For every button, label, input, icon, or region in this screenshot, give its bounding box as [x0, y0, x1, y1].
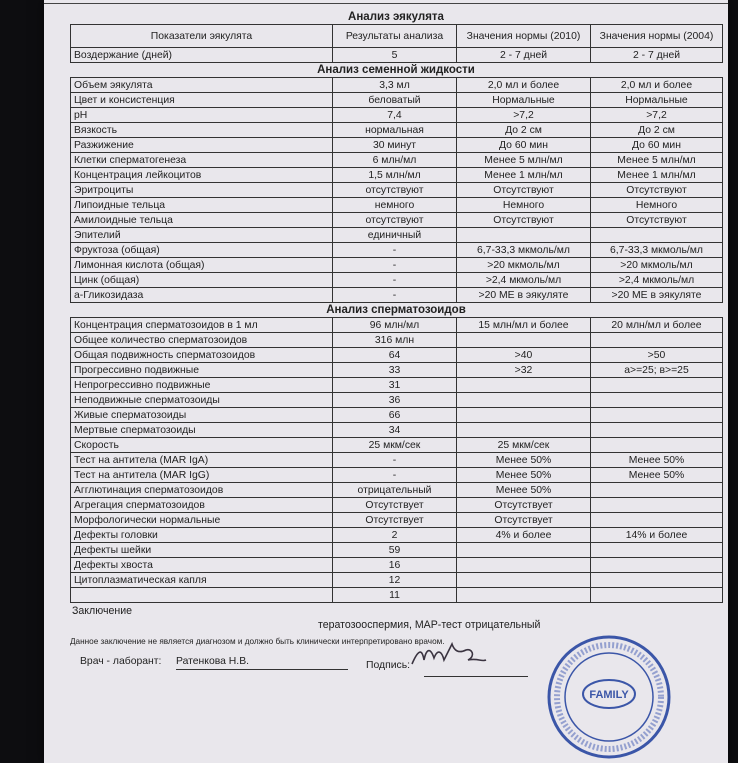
table-header-row [71, 25, 723, 48]
row-norm-2004 [591, 378, 723, 393]
row-norm-2004: 2 - 7 дней [591, 48, 723, 63]
header-result: Результаты анализа [333, 25, 457, 48]
row-norm-2010 [457, 573, 591, 588]
row-result: 16 [333, 558, 457, 573]
row-result: 96 млн/мл [333, 318, 457, 333]
row-parameter: Вязкость [71, 123, 333, 138]
row-norm-2004: Нормальные [591, 93, 723, 108]
row-parameter: Общая подвижность сперматозоидов [71, 348, 333, 363]
handwritten-signature-icon [408, 640, 488, 670]
row-parameter: Неподвижные сперматозоиды [71, 393, 333, 408]
row-result: отрицательный [333, 483, 457, 498]
row-result: нормальная [333, 123, 457, 138]
row-parameter: Живые сперматозоиды [71, 408, 333, 423]
row-norm-2010 [457, 228, 591, 243]
row-norm-2010: До 60 мин [457, 138, 591, 153]
row-result: 66 [333, 408, 457, 423]
table-row [71, 138, 723, 153]
table-row [71, 168, 723, 183]
row-result: 12 [333, 573, 457, 588]
row-result: 36 [333, 393, 457, 408]
header-norm-2004: Значения нормы (2004) [591, 25, 723, 48]
conclusion [70, 605, 722, 633]
row-result: 11 [333, 588, 457, 603]
row-result: 5 [333, 48, 457, 63]
row-result: - [333, 258, 457, 273]
row-norm-2004: >20 МЕ в эякуляте [591, 288, 723, 303]
row-norm-2004: >7,2 [591, 108, 723, 123]
row-norm-2010: Отсутствуют [457, 183, 591, 198]
row-norm-2004 [591, 498, 723, 513]
row-norm-2004: 2,0 мл и более [591, 78, 723, 93]
row-result: отсутствуют [333, 213, 457, 228]
row-parameter: Концентрация сперматозоидов в 1 мл [71, 318, 333, 333]
row-norm-2004: Отсутствуют [591, 213, 723, 228]
row-norm-2004: Менее 1 млн/мл [591, 168, 723, 183]
table-row [71, 93, 723, 108]
sperm-section-title: Анализ сперматозоидов [326, 304, 466, 316]
table-row [71, 258, 723, 273]
row-norm-2004: До 60 мин [591, 138, 723, 153]
table-row [71, 453, 723, 468]
table-row [71, 393, 723, 408]
row-parameter: Мертвые сперматозоиды [71, 423, 333, 438]
row-parameter: Объем эякулята [71, 78, 333, 93]
row-result: 1,5 млн/мл [333, 168, 457, 183]
row-norm-2010: 4% и более [457, 528, 591, 543]
row-result: беловатый [333, 93, 457, 108]
row-result: - [333, 243, 457, 258]
row-norm-2004: До 2 см [591, 123, 723, 138]
table-row [71, 48, 723, 63]
row-norm-2010 [457, 588, 591, 603]
row-norm-2010: Менее 50% [457, 453, 591, 468]
table-row [71, 528, 723, 543]
row-norm-2010: Менее 1 млн/мл [457, 168, 591, 183]
row-parameter: Разжижение [71, 138, 333, 153]
doctor-label: Врач - лаборант: [80, 656, 162, 667]
row-result: 30 минут [333, 138, 457, 153]
row-parameter: Тест на антитела (MAR IgG) [71, 468, 333, 483]
row-norm-2004: Отсутствуют [591, 183, 723, 198]
row-norm-2010 [457, 393, 591, 408]
row-parameter: Морфологически нормальные [71, 513, 333, 528]
row-result: 59 [333, 543, 457, 558]
row-parameter: Непрогрессивно подвижные [71, 378, 333, 393]
clinic-stamp-icon [544, 632, 674, 762]
top-divider [44, 0, 728, 4]
row-parameter: Фруктоза (общая) [71, 243, 333, 258]
row-result: Отсутствует [333, 513, 457, 528]
row-norm-2010: >7,2 [457, 108, 591, 123]
row-parameter: Цитоплазматическая капля [71, 573, 333, 588]
row-norm-2004: 14% и более [591, 528, 723, 543]
ejaculate-rows [71, 48, 723, 63]
table-row [71, 423, 723, 438]
row-norm-2010: Менее 5 млн/мл [457, 153, 591, 168]
row-parameter: а-Гликозидаза [71, 288, 333, 303]
row-norm-2010: >32 [457, 363, 591, 378]
row-norm-2010: Отсутствует [457, 513, 591, 528]
table-row [71, 438, 723, 453]
row-norm-2004 [591, 573, 723, 588]
table-row [71, 588, 723, 603]
row-norm-2004 [591, 228, 723, 243]
row-result: 7,4 [333, 108, 457, 123]
row-result: единичный [333, 228, 457, 243]
row-norm-2004 [591, 558, 723, 573]
row-norm-2004 [591, 333, 723, 348]
table-row [71, 78, 723, 93]
signature-line [424, 676, 528, 677]
row-norm-2010: Менее 50% [457, 468, 591, 483]
row-parameter: Лимонная кислота (общая) [71, 258, 333, 273]
row-parameter: Агрегация сперматозоидов [71, 498, 333, 513]
row-norm-2004: Менее 5 млн/мл [591, 153, 723, 168]
row-parameter: Воздержание (дней) [71, 48, 333, 63]
row-parameter [71, 588, 333, 603]
row-parameter: Агглютинация сперматозоидов [71, 483, 333, 498]
row-parameter: Цинк (общая) [71, 273, 333, 288]
table-row [71, 558, 723, 573]
row-result: 34 [333, 423, 457, 438]
seminal-rows [71, 78, 723, 303]
row-norm-2004: >2,4 мкмоль/мл [591, 273, 723, 288]
row-result: 316 млн [333, 333, 457, 348]
row-norm-2010: 15 млн/мл и более [457, 318, 591, 333]
row-norm-2010: 6,7-33,3 мкмоль/мл [457, 243, 591, 258]
table-row [71, 333, 723, 348]
row-parameter: Липоидные тельца [71, 198, 333, 213]
row-norm-2004 [591, 513, 723, 528]
row-norm-2010: >40 [457, 348, 591, 363]
table-row [71, 108, 723, 123]
stamp-text: FAMILY [589, 689, 629, 701]
table-row [71, 198, 723, 213]
row-norm-2010: Отсутствует [457, 498, 591, 513]
table-row [71, 483, 723, 498]
row-norm-2004 [591, 483, 723, 498]
header-parameter: Показатели эякулята [71, 25, 333, 48]
conclusion-label: Заключение [72, 605, 133, 617]
table-row [71, 243, 723, 258]
table-row [71, 513, 723, 528]
ejaculate-section-title: Анализ эякулята [348, 11, 444, 23]
row-result: 2 [333, 528, 457, 543]
row-result: Отсутствует [333, 498, 457, 513]
sperm-table [70, 317, 723, 603]
table-row [71, 288, 723, 303]
row-norm-2004: Немного [591, 198, 723, 213]
row-norm-2004: 6,7-33,3 мкмоль/мл [591, 243, 723, 258]
row-parameter: Прогрессивно подвижные [71, 363, 333, 378]
row-norm-2004 [591, 393, 723, 408]
table-row [71, 123, 723, 138]
row-parameter: Концентрация лейкоцитов [71, 168, 333, 183]
row-norm-2004 [591, 588, 723, 603]
table-row [71, 543, 723, 558]
table-row [71, 573, 723, 588]
signature-label: Подпись: [366, 660, 411, 671]
conclusion-value: тератозооспермия, МАР-тест отрицательный [318, 619, 541, 631]
table-row [71, 183, 723, 198]
row-norm-2010: 2 - 7 дней [457, 48, 591, 63]
row-norm-2004: Менее 50% [591, 453, 723, 468]
row-norm-2010: 2,0 мл и более [457, 78, 591, 93]
row-parameter: Тест на антитела (MAR IgA) [71, 453, 333, 468]
row-result: - [333, 468, 457, 483]
row-result: 25 мкм/сек [333, 438, 457, 453]
row-norm-2004: >50 [591, 348, 723, 363]
row-result: 33 [333, 363, 457, 378]
table-row [71, 348, 723, 363]
row-parameter: Клетки сперматогенеза [71, 153, 333, 168]
row-norm-2010: До 2 см [457, 123, 591, 138]
row-parameter: Скорость [71, 438, 333, 453]
row-parameter: Дефекты хвоста [71, 558, 333, 573]
report-body [70, 10, 722, 680]
row-norm-2004: Менее 50% [591, 468, 723, 483]
row-norm-2010: Менее 50% [457, 483, 591, 498]
row-result: - [333, 453, 457, 468]
row-norm-2010: Отсутствуют [457, 213, 591, 228]
row-parameter: Дефекты шейки [71, 543, 333, 558]
table-row [71, 318, 723, 333]
row-result: 64 [333, 348, 457, 363]
table-row [71, 213, 723, 228]
row-norm-2010: >20 МЕ в эякуляте [457, 288, 591, 303]
row-norm-2010 [457, 558, 591, 573]
table-row [71, 498, 723, 513]
row-parameter: Эпителий [71, 228, 333, 243]
row-result: 31 [333, 378, 457, 393]
row-norm-2004 [591, 438, 723, 453]
table-row [71, 273, 723, 288]
table-row [71, 153, 723, 168]
row-parameter: pH [71, 108, 333, 123]
table-row [71, 378, 723, 393]
row-parameter: Цвет и консистенция [71, 93, 333, 108]
lab-report-sheet [44, 0, 728, 763]
row-parameter: Общее количество сперматозоидов [71, 333, 333, 348]
row-norm-2004: 20 млн/мл и более [591, 318, 723, 333]
seminal-section-title: Анализ семенной жидкости [317, 64, 475, 76]
row-norm-2010: Немного [457, 198, 591, 213]
row-norm-2010 [457, 378, 591, 393]
row-parameter: Амилоидные тельца [71, 213, 333, 228]
row-norm-2010 [457, 333, 591, 348]
row-result: отсутствуют [333, 183, 457, 198]
row-norm-2004 [591, 543, 723, 558]
row-parameter: Эритроциты [71, 183, 333, 198]
row-norm-2010: Нормальные [457, 93, 591, 108]
table-row [71, 468, 723, 483]
row-norm-2010 [457, 423, 591, 438]
row-result: - [333, 288, 457, 303]
seminal-table [70, 77, 723, 303]
row-norm-2004 [591, 423, 723, 438]
row-norm-2010: >20 мкмоль/мл [457, 258, 591, 273]
table-row [71, 408, 723, 423]
sperm-rows [71, 318, 723, 603]
row-norm-2010: >2,4 мкмоль/мл [457, 273, 591, 288]
row-result: - [333, 273, 457, 288]
row-norm-2010 [457, 408, 591, 423]
header-norm-2010: Значения нормы (2010) [457, 25, 591, 48]
row-result: 6 млн/мл [333, 153, 457, 168]
row-norm-2004 [591, 408, 723, 423]
disclaimer-note: Данное заключение не является диагнозом и должно быть клинически интерпретировано врачом. [70, 637, 445, 646]
table-row [71, 363, 723, 378]
row-result: 3,3 мл [333, 78, 457, 93]
ejaculate-table [70, 24, 723, 63]
row-result: немного [333, 198, 457, 213]
row-norm-2010: 25 мкм/сек [457, 438, 591, 453]
row-norm-2004: >20 мкмоль/мл [591, 258, 723, 273]
table-row [71, 228, 723, 243]
row-parameter: Дефекты головки [71, 528, 333, 543]
doctor-name: Ратенкова Н.В. [176, 656, 348, 670]
row-norm-2010 [457, 543, 591, 558]
row-norm-2004: a>=25; в>=25 [591, 363, 723, 378]
